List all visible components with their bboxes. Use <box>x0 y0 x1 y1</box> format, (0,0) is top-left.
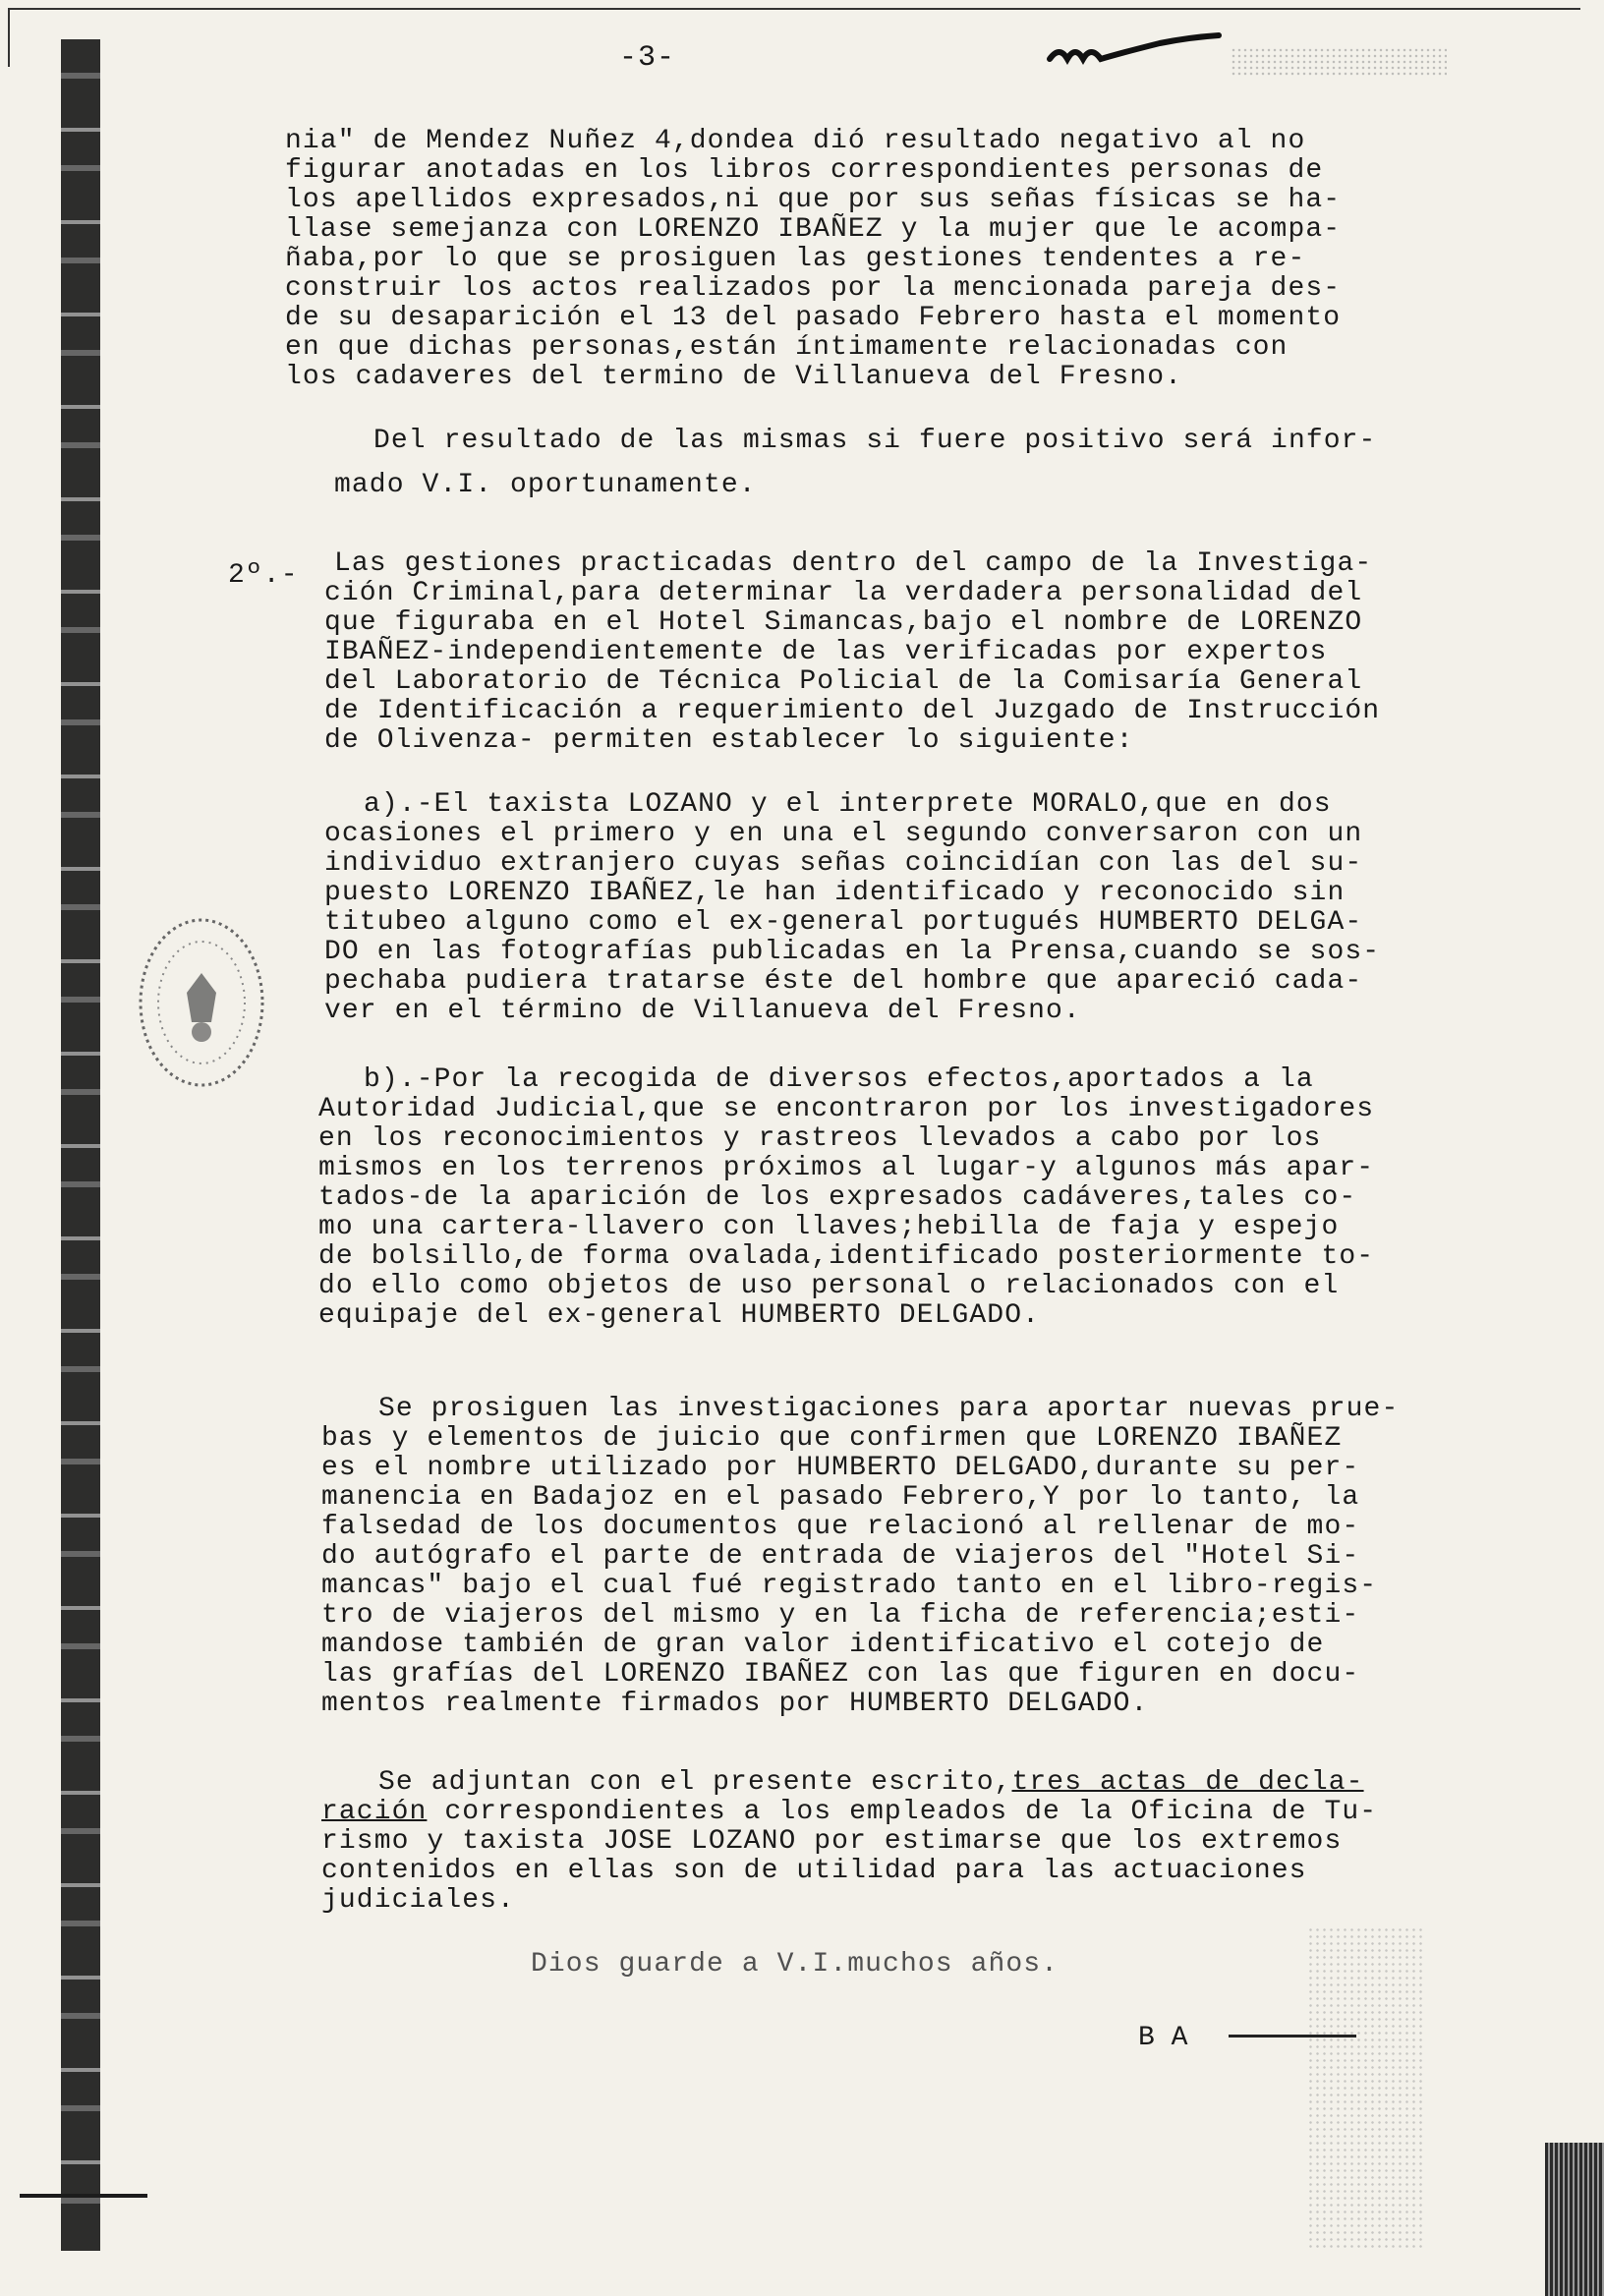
signature-line <box>1229 2035 1356 2038</box>
body-line: de Olivenza- permiten establecer lo siguiente: <box>324 725 1134 756</box>
attachments-rest: correspondientes a los empleados de la Oficina de Tu- <box>427 1797 1378 1827</box>
item-a-line: ocasiones el primero y en una el segundo conversaron con un <box>324 819 1363 849</box>
attachments-line: judiciales. <box>321 1885 515 1916</box>
section-marker: 2º.- <box>228 560 299 591</box>
attachments-prefix: Se adjuntan con el presente escrito, <box>378 1767 1012 1798</box>
signature-initials: B A <box>1138 2023 1188 2053</box>
body-line: mancas" bajo el cual fué registrado tanto en el libro-regis- <box>321 1571 1378 1601</box>
item-a-line: individuo extranjero cuyas señas coincidían con las del su- <box>324 848 1363 879</box>
handwritten-scribble-icon <box>1042 29 1229 79</box>
scan-noise-top <box>1231 47 1447 77</box>
left-border-line <box>8 8 10 67</box>
body-line: falsedad de los documentos que relacionó al rellenar de mo- <box>321 1512 1360 1542</box>
scan-edge-artifact <box>1545 2143 1604 2296</box>
item-b-line: en los reconocimientos y rastreos llevados a cabo por los <box>318 1123 1322 1154</box>
body-line: nia" de Mendez Nuñez 4,dondea dió resultado negativo al no <box>285 126 1306 156</box>
body-line: manencia en Badajoz en el pasado Febrero,Y por lo tanto, la <box>321 1482 1360 1513</box>
body-line: IBAÑEZ-independientemente de las verificadas por expertos <box>324 637 1328 667</box>
attachments-underlined: tres actas de decla- <box>1011 1767 1364 1798</box>
body-line: los cadaveres del termino de Villanueva del Fresno. <box>285 362 1183 392</box>
body-line: es el nombre utilizado por HUMBERTO DELGADO,durante su per- <box>321 1453 1360 1483</box>
body-line: bas y elementos de juicio que confirmen que LORENZO IBAÑEZ <box>321 1423 1343 1454</box>
body-line: los apellidos expresados,ni que por sus señas físicas se ha- <box>285 185 1342 215</box>
body-line: que figuraba en el Hotel Simancas,bajo el nombre de LORENZO <box>324 607 1363 638</box>
body-line: de su desaparición el 13 del pasado Febrero hasta el momento <box>285 303 1342 333</box>
body-line: del Laboratorio de Técnica Policial de la Comisaría General <box>324 666 1363 697</box>
attachments-underlined: ración <box>321 1797 428 1827</box>
attachments-line: contenidos en ellas son de utilidad para las actuaciones <box>321 1856 1307 1886</box>
item-a-line: DO en las fotografías publicadas en la Prensa,cuando se sos- <box>324 937 1381 967</box>
body-line: mandose también de gran valor identificativo el cotejo de <box>321 1630 1325 1660</box>
body-line: ñaba,por lo que se prosiguen las gestiones tendentes a re- <box>285 244 1306 274</box>
body-line: do autógrafo el parte de entrada de viajeros del "Hotel Si- <box>321 1541 1360 1572</box>
item-b-line: mismos en los terrenos próximos al lugar-y algunos más apar- <box>318 1153 1375 1183</box>
item-b-line: mo una cartera-llavero con llaves;hebilla de faja y espejo <box>318 1212 1340 1242</box>
binding-spine-foot <box>20 2194 147 2198</box>
body-line: mentos realmente firmados por HUMBERTO DELGADO. <box>321 1689 1149 1719</box>
body-line: Del resultado de las mismas si fuere positivo será infor- <box>373 426 1377 456</box>
item-b-line: b).-Por la recogida de diversos efectos,aportados a la <box>364 1064 1314 1095</box>
body-line: mado V.I. oportunamente. <box>334 470 757 500</box>
item-a-line: a).-El taxista LOZANO y el interprete MORALO,que en dos <box>364 789 1332 820</box>
item-a-line: titubeo alguno como el ex-general portugués HUMBERTO DELGA- <box>324 907 1363 938</box>
attachments-line <box>321 1799 1377 1826</box>
scan-noise-bottom <box>1307 1926 1425 2251</box>
item-b-line: de bolsillo,de forma ovalada,identificado posteriormente to- <box>318 1241 1375 1272</box>
item-a-line: puesto LORENZO IBAÑEZ,le han identificado y reconocido sin <box>324 878 1346 908</box>
page-number: -3- <box>619 41 676 75</box>
attachments-line: rismo y taxista JOSE LOZANO por estimarse que los extremos <box>321 1826 1343 1857</box>
body-line: ción Criminal,para determinar la verdadera personalidad del <box>324 578 1363 608</box>
item-b-line: do ello como objetos de uso personal o relacionados con el <box>318 1271 1340 1301</box>
body-line: las grafías del LORENZO IBAÑEZ con las que figuren en docu- <box>321 1659 1360 1690</box>
item-a-line: ver en el término de Villanueva del Fresno. <box>324 996 1081 1026</box>
item-b-line: tados-de la aparición de los expresados cadáveres,tales co- <box>318 1182 1357 1213</box>
body-line: llase semejanza con LORENZO IBAÑEZ y la mujer que le acompa- <box>285 214 1342 245</box>
body-line: de Identificación a requerimiento del Juzgado de Instrucción <box>324 696 1381 726</box>
item-b-line: equipaje del ex-general HUMBERTO DELGADO. <box>318 1300 1041 1331</box>
item-a-line: pechaba pudiera tratarse éste del hombre que apareció cada- <box>324 966 1363 997</box>
body-line: Se prosiguen las investigaciones para aportar nuevas prue- <box>378 1394 1400 1424</box>
binding-spine <box>61 39 100 2251</box>
body-line: tro de viajeros del mismo y en la ficha de referencia;esti- <box>321 1600 1360 1631</box>
body-line: en que dichas personas,están íntimamente relacionadas con <box>285 332 1289 363</box>
top-border-line <box>8 8 1580 10</box>
official-seal-icon <box>128 904 275 1101</box>
item-b-line: Autoridad Judicial,que se encontraron por los investigadores <box>318 1094 1375 1124</box>
body-line: Las gestiones practicadas dentro del campo de la Investiga- <box>334 548 1373 579</box>
attachments-line <box>378 1769 1364 1797</box>
body-line: figurar anotadas en los libros correspondientes personas de <box>285 155 1324 186</box>
closing-line: Dios guarde a V.I.muchos años. <box>531 1949 1060 1980</box>
body-line: construir los actos realizados por la mencionada pareja des- <box>285 273 1342 304</box>
